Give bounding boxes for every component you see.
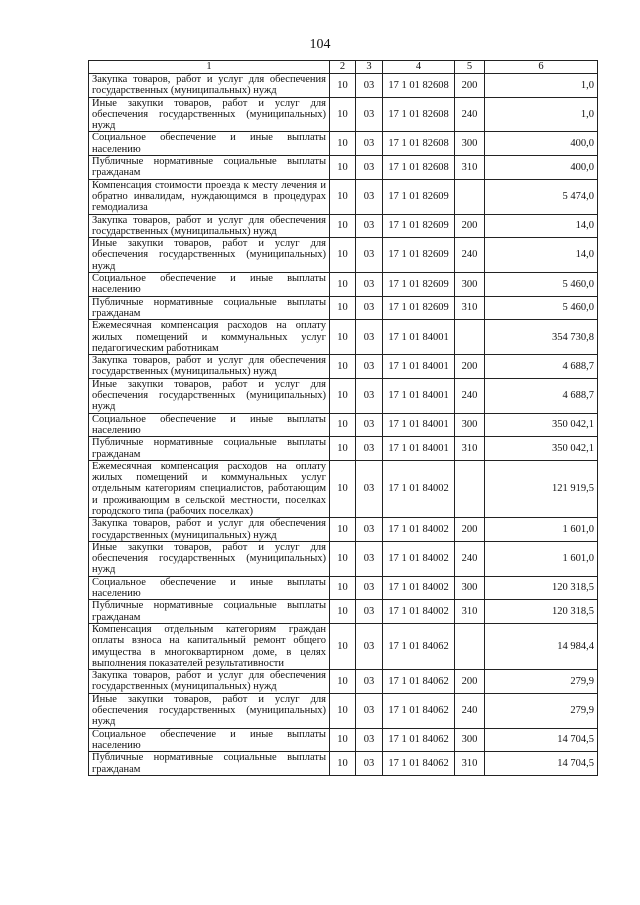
section-code-cell: 10: [330, 132, 356, 156]
expense-type-cell: 200: [455, 355, 485, 379]
expense-type-cell: [455, 623, 485, 669]
section-code-cell: 10: [330, 179, 356, 214]
column-header: 2: [330, 61, 356, 74]
target-article-cell: 17 1 01 84001: [383, 378, 455, 413]
row-name-cell: Социальное обеспечение и иные выплаты населению: [89, 576, 330, 600]
expense-type-cell: 200: [455, 670, 485, 694]
table-row: [89, 74, 598, 98]
section-code-cell: 10: [330, 296, 356, 320]
table-row: [89, 296, 598, 320]
amount-cell: 400,0: [485, 132, 598, 156]
target-article-cell: 17 1 01 82608: [383, 132, 455, 156]
subsection-code-cell: 03: [356, 97, 383, 132]
target-article-cell: 17 1 01 82609: [383, 238, 455, 273]
section-code-cell: 10: [330, 728, 356, 752]
row-name-cell: Компенсация отдельным категориям граждан оплаты взноса на капитальный ремонт общего имущества в многоквартирном доме, в целях выполнения показателей результативности: [89, 623, 330, 669]
table-row: [89, 541, 598, 576]
table-header-row: [89, 61, 598, 74]
row-name-cell: Иные закупки товаров, работ и услуг для обеспечения государственных (муниципальных) нужд: [89, 541, 330, 576]
target-article-cell: 17 1 01 84002: [383, 541, 455, 576]
subsection-code-cell: 03: [356, 728, 383, 752]
section-code-cell: 10: [330, 214, 356, 238]
subsection-code-cell: 03: [356, 296, 383, 320]
amount-cell: 4 688,7: [485, 355, 598, 379]
expense-type-cell: 200: [455, 74, 485, 98]
column-header: 5: [455, 61, 485, 74]
table-row: [89, 437, 598, 461]
row-name-cell: Закупка товаров, работ и услуг для обеспечения государственных (муниципальных) нужд: [89, 214, 330, 238]
section-code-cell: 10: [330, 378, 356, 413]
table-row: [89, 273, 598, 297]
table-row: [89, 97, 598, 132]
expense-type-cell: 310: [455, 437, 485, 461]
expense-type-cell: [455, 320, 485, 355]
expense-type-cell: [455, 179, 485, 214]
amount-cell: 5 474,0: [485, 179, 598, 214]
table-row: [89, 355, 598, 379]
amount-cell: 1 601,0: [485, 518, 598, 542]
section-code-cell: 10: [330, 273, 356, 297]
expense-type-cell: 310: [455, 296, 485, 320]
column-header: 4: [383, 61, 455, 74]
target-article-cell: 17 1 01 82609: [383, 273, 455, 297]
subsection-code-cell: 03: [356, 600, 383, 624]
target-article-cell: 17 1 01 84062: [383, 752, 455, 776]
subsection-code-cell: 03: [356, 437, 383, 461]
row-name-cell: Иные закупки товаров, работ и услуг для обеспечения государственных (муниципальных) нужд: [89, 693, 330, 728]
amount-cell: 14,0: [485, 238, 598, 273]
row-name-cell: Компенсация стоимости проезда к месту лечения и обратно инвалидам, нуждающимся в процедурах гемодиализа: [89, 179, 330, 214]
section-code-cell: 10: [330, 437, 356, 461]
table-row: [89, 623, 598, 669]
target-article-cell: 17 1 01 84001: [383, 320, 455, 355]
expense-type-cell: 300: [455, 728, 485, 752]
section-code-cell: 10: [330, 320, 356, 355]
amount-cell: 5 460,0: [485, 273, 598, 297]
table-row: [89, 238, 598, 273]
subsection-code-cell: 03: [356, 541, 383, 576]
expense-type-cell: 240: [455, 378, 485, 413]
expense-type-cell: 200: [455, 214, 485, 238]
row-name-cell: Публичные нормативные социальные выплаты гражданам: [89, 437, 330, 461]
subsection-code-cell: 03: [356, 693, 383, 728]
expense-type-cell: 240: [455, 97, 485, 132]
target-article-cell: 17 1 01 82609: [383, 296, 455, 320]
row-name-cell: Ежемесячная компенсация расходов на оплату жилых помещений и коммунальных услуг отдельным категориям специалистов, работающим и проживающим в сельской местности, поселках городского типа (рабочих поселках): [89, 460, 330, 517]
row-name-cell: Социальное обеспечение и иные выплаты населению: [89, 132, 330, 156]
subsection-code-cell: 03: [356, 752, 383, 776]
section-code-cell: 10: [330, 355, 356, 379]
target-article-cell: 17 1 01 82608: [383, 74, 455, 98]
section-code-cell: 10: [330, 97, 356, 132]
table-row: [89, 576, 598, 600]
subsection-code-cell: 03: [356, 179, 383, 214]
subsection-code-cell: 03: [356, 273, 383, 297]
expense-type-cell: 300: [455, 413, 485, 437]
amount-cell: 14 984,4: [485, 623, 598, 669]
section-code-cell: 10: [330, 238, 356, 273]
expense-type-cell: 310: [455, 752, 485, 776]
amount-cell: 121 919,5: [485, 460, 598, 517]
row-name-cell: Социальное обеспечение и иные выплаты населению: [89, 728, 330, 752]
table-row: [89, 460, 598, 517]
expense-type-cell: [455, 460, 485, 517]
expense-type-cell: 240: [455, 541, 485, 576]
page-number: 104: [309, 37, 331, 52]
target-article-cell: 17 1 01 84001: [383, 437, 455, 461]
section-code-cell: 10: [330, 156, 356, 180]
amount-cell: 279,9: [485, 693, 598, 728]
column-header: 6: [485, 61, 598, 74]
table-row: [89, 132, 598, 156]
subsection-code-cell: 03: [356, 355, 383, 379]
section-code-cell: 10: [330, 518, 356, 542]
expense-type-cell: 200: [455, 518, 485, 542]
table-row: [89, 156, 598, 180]
subsection-code-cell: 03: [356, 576, 383, 600]
subsection-code-cell: 03: [356, 74, 383, 98]
table-row: [89, 752, 598, 776]
expense-type-cell: 310: [455, 156, 485, 180]
target-article-cell: 17 1 01 84062: [383, 693, 455, 728]
row-name-cell: Закупка товаров, работ и услуг для обеспечения государственных (муниципальных) нужд: [89, 74, 330, 98]
amount-cell: 14 704,5: [485, 752, 598, 776]
subsection-code-cell: 03: [356, 156, 383, 180]
expense-type-cell: 240: [455, 693, 485, 728]
target-article-cell: 17 1 01 84062: [383, 670, 455, 694]
amount-cell: 279,9: [485, 670, 598, 694]
target-article-cell: 17 1 01 84002: [383, 576, 455, 600]
subsection-code-cell: 03: [356, 413, 383, 437]
amount-cell: 5 460,0: [485, 296, 598, 320]
row-name-cell: Закупка товаров, работ и услуг для обеспечения государственных (муниципальных) нужд: [89, 670, 330, 694]
subsection-code-cell: 03: [356, 670, 383, 694]
row-name-cell: Социальное обеспечение и иные выплаты населению: [89, 413, 330, 437]
table-row: [89, 600, 598, 624]
row-name-cell: Социальное обеспечение и иные выплаты населению: [89, 273, 330, 297]
table-row: [89, 320, 598, 355]
table-row: [89, 518, 598, 542]
target-article-cell: 17 1 01 82609: [383, 179, 455, 214]
amount-cell: 4 688,7: [485, 378, 598, 413]
section-code-cell: 10: [330, 576, 356, 600]
row-name-cell: Закупка товаров, работ и услуг для обеспечения государственных (муниципальных) нужд: [89, 355, 330, 379]
budget-table: [88, 60, 598, 776]
target-article-cell: 17 1 01 84002: [383, 518, 455, 542]
target-article-cell: 17 1 01 84002: [383, 600, 455, 624]
row-name-cell: Публичные нормативные социальные выплаты гражданам: [89, 600, 330, 624]
table-row: [89, 693, 598, 728]
amount-cell: 14,0: [485, 214, 598, 238]
amount-cell: 354 730,8: [485, 320, 598, 355]
column-header: 1: [89, 61, 330, 74]
amount-cell: 350 042,1: [485, 437, 598, 461]
subsection-code-cell: 03: [356, 214, 383, 238]
section-code-cell: 10: [330, 752, 356, 776]
row-name-cell: Иные закупки товаров, работ и услуг для обеспечения государственных (муниципальных) нужд: [89, 378, 330, 413]
amount-cell: 120 318,5: [485, 600, 598, 624]
expense-type-cell: 300: [455, 273, 485, 297]
amount-cell: 1,0: [485, 74, 598, 98]
section-code-cell: 10: [330, 541, 356, 576]
amount-cell: 120 318,5: [485, 576, 598, 600]
target-article-cell: 17 1 01 82609: [383, 214, 455, 238]
section-code-cell: 10: [330, 623, 356, 669]
row-name-cell: Иные закупки товаров, работ и услуг для обеспечения государственных (муниципальных) нужд: [89, 238, 330, 273]
table-row: [89, 728, 598, 752]
amount-cell: 350 042,1: [485, 413, 598, 437]
subsection-code-cell: 03: [356, 238, 383, 273]
subsection-code-cell: 03: [356, 378, 383, 413]
table-row: [89, 670, 598, 694]
subsection-code-cell: 03: [356, 460, 383, 517]
row-name-cell: Закупка товаров, работ и услуг для обеспечения государственных (муниципальных) нужд: [89, 518, 330, 542]
target-article-cell: 17 1 01 84001: [383, 413, 455, 437]
expense-type-cell: 310: [455, 600, 485, 624]
row-name-cell: Иные закупки товаров, работ и услуг для обеспечения государственных (муниципальных) нужд: [89, 97, 330, 132]
table-row: [89, 378, 598, 413]
row-name-cell: Ежемесячная компенсация расходов на оплату жилых помещений и коммунальных услуг педагогическим работникам: [89, 320, 330, 355]
subsection-code-cell: 03: [356, 132, 383, 156]
table-row: [89, 214, 598, 238]
target-article-cell: 17 1 01 82608: [383, 156, 455, 180]
expense-type-cell: 300: [455, 132, 485, 156]
table-row: [89, 413, 598, 437]
section-code-cell: 10: [330, 74, 356, 98]
expense-type-cell: 240: [455, 238, 485, 273]
subsection-code-cell: 03: [356, 623, 383, 669]
row-name-cell: Публичные нормативные социальные выплаты гражданам: [89, 296, 330, 320]
section-code-cell: 10: [330, 670, 356, 694]
row-name-cell: Публичные нормативные социальные выплаты гражданам: [89, 752, 330, 776]
amount-cell: 400,0: [485, 156, 598, 180]
row-name-cell: Публичные нормативные социальные выплаты гражданам: [89, 156, 330, 180]
section-code-cell: 10: [330, 693, 356, 728]
expense-type-cell: 300: [455, 576, 485, 600]
amount-cell: 14 704,5: [485, 728, 598, 752]
subsection-code-cell: 03: [356, 320, 383, 355]
section-code-cell: 10: [330, 600, 356, 624]
target-article-cell: 17 1 01 82608: [383, 97, 455, 132]
target-article-cell: 17 1 01 84002: [383, 460, 455, 517]
section-code-cell: 10: [330, 413, 356, 437]
section-code-cell: 10: [330, 460, 356, 517]
amount-cell: 1,0: [485, 97, 598, 132]
table-row: [89, 179, 598, 214]
target-article-cell: 17 1 01 84062: [383, 728, 455, 752]
target-article-cell: 17 1 01 84062: [383, 623, 455, 669]
target-article-cell: 17 1 01 84001: [383, 355, 455, 379]
amount-cell: 1 601,0: [485, 541, 598, 576]
table-body: [89, 74, 598, 776]
subsection-code-cell: 03: [356, 518, 383, 542]
column-header: 3: [356, 61, 383, 74]
